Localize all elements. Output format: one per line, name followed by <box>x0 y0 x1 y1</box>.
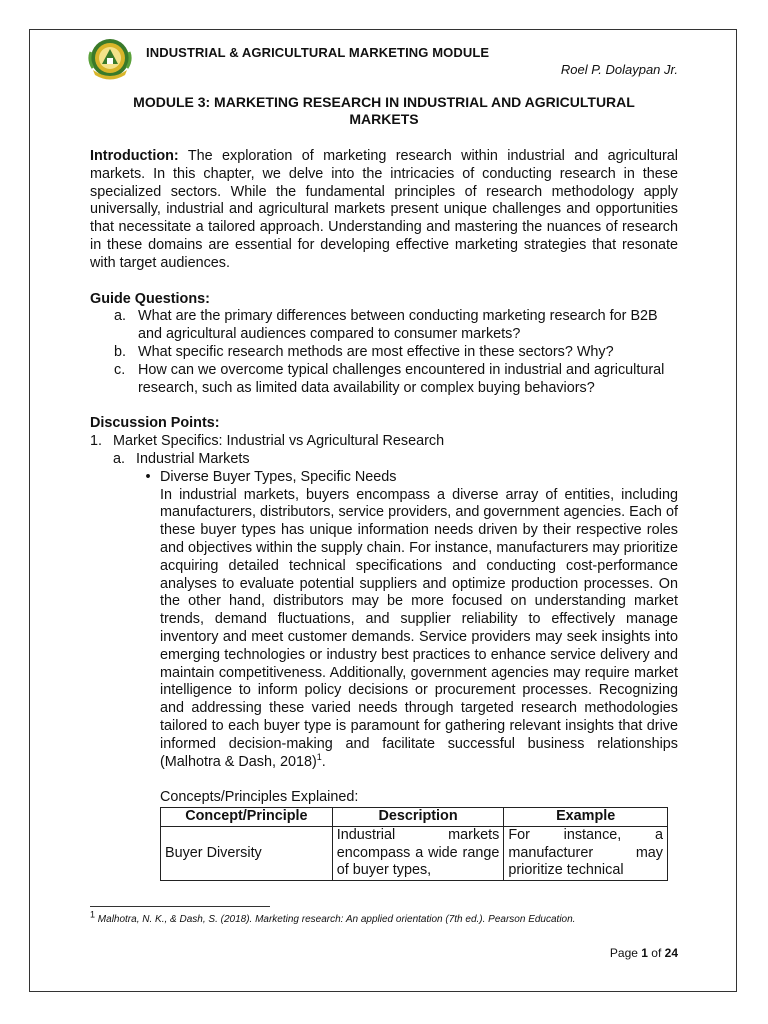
discussion-bullet <box>90 469 678 487</box>
introduction-text: The exploration of marketing research within industrial and agricultural markets. In this chapter, we delve into the intricacies of conducting research in these specialized sectors. While the fundamental principles of research methodology apply universally, industrial and agricultural markets present unique challenges and opportunities that necessitate a tailored approach. Understanding and mastering the nuances of research in these domains are essential for developing effective marketing strategies that resonate with target audiences. <box>90 148 678 271</box>
document-body <box>90 148 678 881</box>
table-caption: Concepts/Principles Explained: <box>160 789 359 806</box>
list-item-text: How can we overcome typical challenges encountered in industrial and agricultural research, such as limited data availability or complex buying behaviors? <box>138 361 665 396</box>
footnote-number: 1 <box>90 909 96 920</box>
table-cell-description: Industrial markets encompass a wide range of buyer types, <box>332 826 504 880</box>
table-cell-concept: Buyer Diversity <box>161 826 333 880</box>
discussion-point-1 <box>90 433 678 451</box>
module-title-line1: MODULE 3: MARKETING RESEARCH IN INDUSTRIAL AND AGRICULTURAL <box>133 94 635 110</box>
bullet-title: Diverse Buyer Types, Specific Needs <box>160 468 397 485</box>
page-total: 24 <box>664 946 678 960</box>
introduction-paragraph <box>90 148 678 273</box>
table-row <box>161 826 668 880</box>
discussion-subpoint-a <box>90 451 678 469</box>
paragraph-end: . <box>321 753 326 770</box>
footnote-text: Malhotra, N. K., & Dash, S. (2018). Marketing research: An applied orientation (7th ed.). Pearson Education. <box>97 914 576 925</box>
guide-questions-list <box>90 308 678 397</box>
table-header-concept: Concept/Principle <box>161 808 333 827</box>
footnote-reference[interactable]: 1 <box>316 751 322 762</box>
guide-questions-heading: Guide Questions: <box>90 290 210 307</box>
introduction-label: Introduction: <box>90 148 179 164</box>
list-item-text: What specific research methods are most effective in these sectors? Why? <box>138 343 614 360</box>
list-item-text: What are the primary differences between conducting marketing research for B2B and agricultural audiences compared to consumer markets? <box>138 308 658 343</box>
list-item <box>90 344 678 362</box>
list-marker: a. <box>114 308 127 325</box>
table-header-description: Description <box>332 808 504 827</box>
university-seal-logo <box>87 36 133 82</box>
table-cell-example: For instance, a manufacturer may prioritize technical <box>504 826 668 880</box>
list-marker: 1. <box>90 433 103 450</box>
list-marker: a. <box>113 450 126 467</box>
module-title-line2: MARKETS <box>349 111 419 127</box>
page-number <box>610 946 678 960</box>
module-title <box>90 94 678 128</box>
module-header-title: INDUSTRIAL & AGRICULTURAL MARKETING MODULE <box>146 45 490 60</box>
discussion-point-1-text: Market Specifics: Industrial vs Agricultural Research <box>113 433 445 450</box>
author-name: Roel P. Dolaypan Jr. <box>560 62 678 77</box>
discussion-subpoint-a-text: Industrial Markets <box>136 450 250 467</box>
footnote <box>90 909 576 925</box>
footnote-separator <box>90 906 270 907</box>
discussion-points-heading: Discussion Points: <box>90 415 220 432</box>
bullet-icon: • <box>145 468 151 485</box>
table-header-row <box>161 808 668 827</box>
page-prefix: Page <box>609 946 642 960</box>
table-header-example: Example <box>504 808 668 827</box>
list-item <box>90 362 678 398</box>
list-marker: c. <box>114 361 126 378</box>
list-item <box>90 308 678 344</box>
page-middle: of <box>647 946 665 960</box>
list-marker: b. <box>114 343 127 360</box>
page-current: 1 <box>641 946 648 960</box>
paragraph-text: In industrial markets, buyers encompass a diverse array of entities, including manufacturers, distributors, service providers, and government agencies. Each of these buyer types has unique information needs driven by their respective roles and objectives within the supply chain. For instance, manufacturers may prioritize acquiring detailed technical specifications and conducting cost-performance analyses to evaluate potential suppliers and optimize production processes. On the other hand, distributors may be more focused on understanding market trends, demand fluctuations, and supplier reliability to effectively manage inventory and meet customer demands. Service providers may seek insights into emerging technologies or industry best practices to enhance service delivery and maintain competitiveness. Additionally, government agencies may require market intelligence to inform policy decisions or procurement processes. Recognizing and addressing these varied needs through targeted research methodologies tailored to each buyer type is paramount for gathering relevant insights that drive informed decision-making and facilitate successful business relationships (Malhotra & Dash, 2018) <box>160 486 678 770</box>
industrial-markets-paragraph <box>90 487 678 772</box>
concepts-table <box>160 807 668 881</box>
